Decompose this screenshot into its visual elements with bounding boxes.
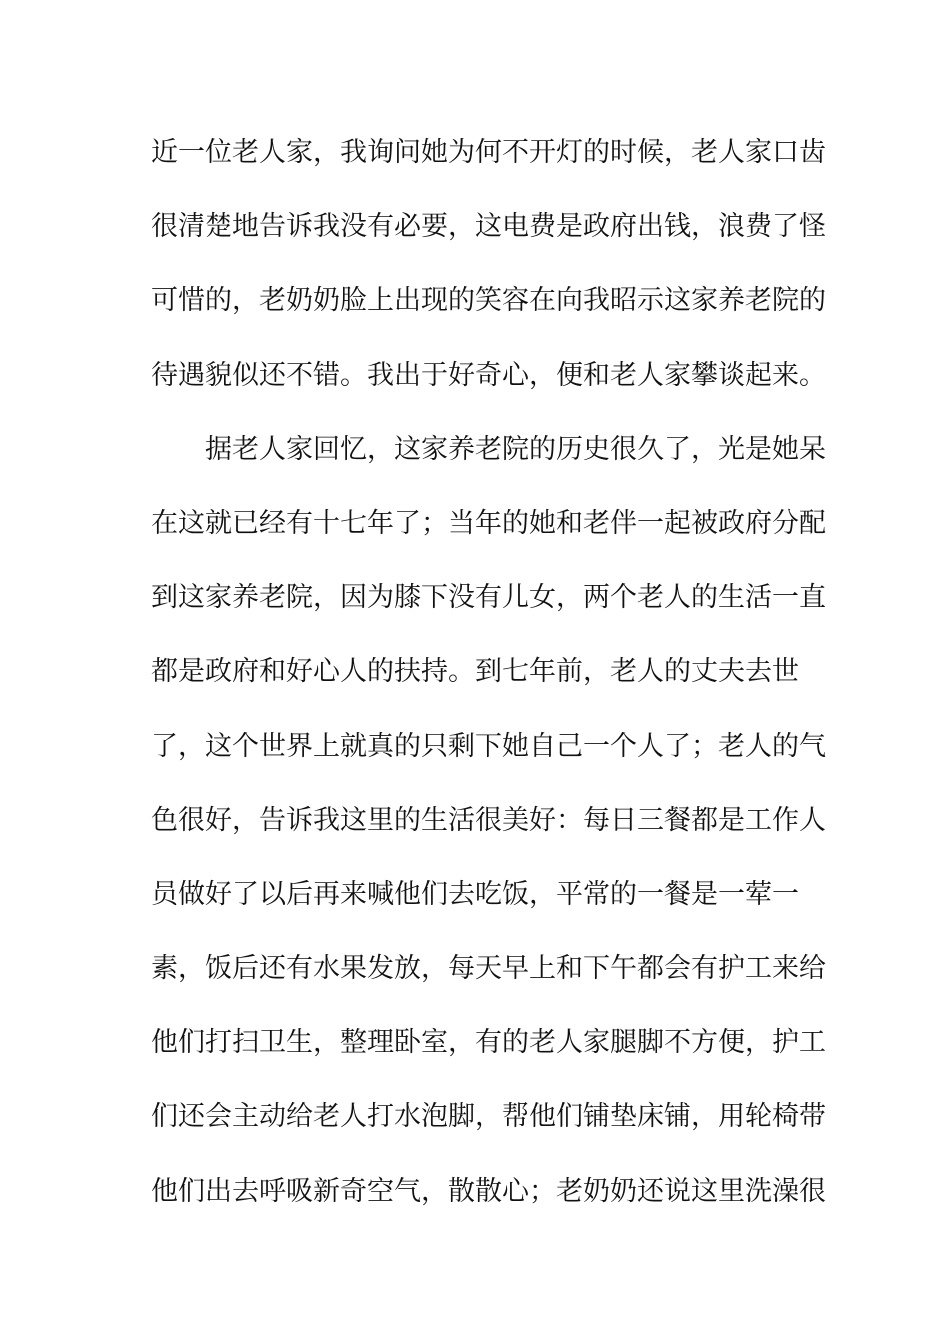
text-line: 素，饭后还有水果发放，每天早上和下午都会有护工来给 bbox=[151, 953, 826, 985]
text-line: 了，这个世界上就真的只剩下她自己一个人了；老人的气 bbox=[151, 730, 826, 762]
body-text bbox=[151, 130, 826, 1243]
text-line: 可惜的，老奶奶脸上出现的笑容在向我昭示这家养老院的 bbox=[151, 285, 826, 317]
text-line: 他们出去呼吸新奇空气，散散心；老奶奶还说这里洗澡很 bbox=[151, 1175, 826, 1207]
text-line: 员做好了以后再来喊他们去吃饭，平常的一餐是一荤一 bbox=[151, 878, 799, 910]
text-line: 在这就已经有十七年了；当年的她和老伴一起被政府分配 bbox=[151, 507, 826, 539]
text-line: 近一位老人家，我询问她为何不开灯的时候，老人家口齿 bbox=[151, 137, 826, 168]
text-line: 都是政府和好心人的扶持。到七年前，老人的丈夫去世 bbox=[151, 656, 799, 688]
paragraph-first-line: 据老人家回忆，这家养老院的历史很久了，光是她呆 bbox=[205, 433, 826, 465]
text-line: 们还会主动给老人打水泡脚，帮他们铺垫床铺，用轮椅带 bbox=[151, 1101, 826, 1133]
text-line: 待遇貌似还不错。我出于好奇心，便和老人家攀谈起来。 bbox=[151, 359, 826, 391]
text-line: 到这家养老院，因为膝下没有儿女，两个老人的生活一直 bbox=[151, 582, 826, 614]
text-line: 很清楚地告诉我没有必要，这电费是政府出钱，浪费了怪 bbox=[151, 211, 826, 243]
text-line: 他们打扫卫生，整理卧室，有的老人家腿脚不方便，护工 bbox=[151, 1027, 826, 1059]
text-line: 色很好，告诉我这里的生活很美好：每日三餐都是工作人 bbox=[151, 804, 826, 836]
